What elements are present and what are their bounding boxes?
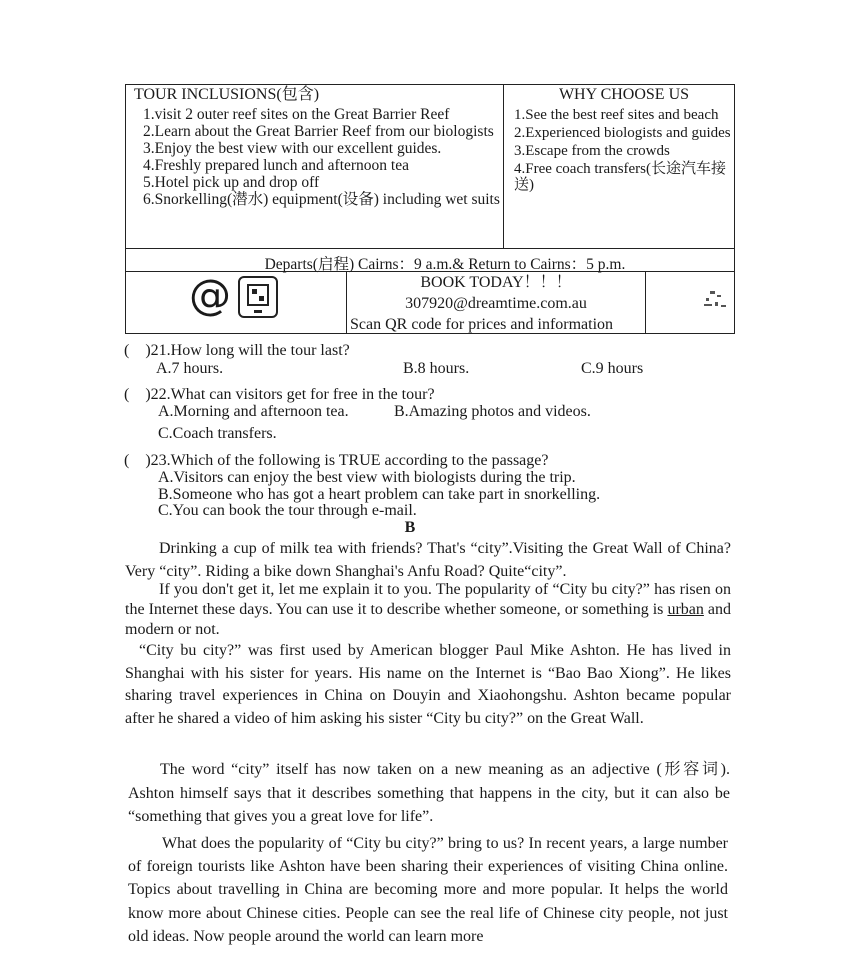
paragraph-2-end: and modern or not. (125, 601, 731, 638)
option-22-a: A.Morning and afternoon tea. (158, 403, 349, 420)
option-23-c: C.You can book the tour through e-mail. (158, 502, 417, 519)
inclusion-item: 5.Hotel pick up and drop off (143, 174, 320, 191)
question-21: ( )21.How long will the tour last? (124, 342, 350, 359)
qr-icon (247, 284, 269, 306)
why-title: WHY CHOOSE US (558, 86, 690, 103)
option-21-b: B.8 hours. (403, 360, 470, 377)
column-divider (645, 271, 646, 333)
tour-inclusions (134, 87, 504, 209)
why-item: 2.Experienced biologists and guides (514, 125, 731, 141)
paragraph-2-text: If you don't get it, let me explain it to you. The popularity of “City bu city?” has risen on the Internet these days. You can use it to describe whether someone, or something is (125, 581, 731, 618)
passage-paragraph-1: Drinking a cup of milk tea with friends? That's “city”.Visiting the Great Wall of China? Very “city”. Riding a bike down Shanghai's Anfu Road? Quite“city”. (125, 540, 731, 580)
passage-paragraph-5: What does the popularity of “City bu city?” bring to us? In recent years, a large number of foreign tourists like Ashton have been sharing their experiences of visiting China online. Topics about travelling in China are becoming more and more popular. It helps the world know more about Chinese cities. People can see the real life of Chinese city people, not just old ideas. Now people around the world can learn more (128, 835, 728, 945)
book-today-label: BOOK TODAY！！！ (420, 274, 572, 291)
inclusion-item: 3.Enjoy the best view with our excellent guides. (143, 140, 442, 157)
tour-advertisement (125, 84, 735, 334)
departure-info: Departs(启程) Cairns：9 a.m.& Return to Cairns：5 p.m. (264, 256, 626, 273)
at-icon: @ (189, 270, 231, 319)
section-label: B (404, 519, 416, 536)
option-22-c: C.Coach transfers. (158, 425, 277, 442)
option-21-a: A.7 hours. (156, 360, 224, 377)
inclusion-item: 6.Snorkelling(潜水) equipment(设备) including wet suits (143, 191, 500, 208)
column-divider (346, 271, 347, 333)
inclusion-item: 1.visit 2 outer reef sites on the Great Barrier Reef (143, 106, 450, 123)
row-divider (126, 248, 734, 249)
question-23: ( )23.Which of the following is TRUE according to the passage? (124, 452, 549, 469)
scan-qr-text: Scan QR code for prices and information (350, 316, 614, 333)
why-choose-us (514, 87, 734, 195)
option-21-c: C.9 hours (581, 360, 644, 377)
option-23-a: A.Visitors can enjoy the best view with biologists during the trip. (158, 469, 576, 486)
option-22-b: B.Amazing photos and videos. (394, 403, 591, 420)
passage-paragraph-4: The word “city” itself has now taken on a new meaning as an adjective (形容词). Ashton himself says that it describes something that happens in the city, but it can also be “something that gives you a great love for life”. (128, 761, 730, 825)
underlined-word: urban (667, 601, 704, 618)
option-23-b: B.Someone who has got a heart problem can take part in snorkelling. (158, 486, 601, 503)
passage-paragraph-2 (125, 580, 731, 640)
why-item: 3.Escape from the crowds (514, 143, 670, 159)
booking-info (348, 272, 644, 335)
email-link[interactable]: 307920@dreamtime.com.au (405, 295, 587, 312)
phone-button-icon (254, 310, 262, 313)
qr-code-image (702, 289, 728, 311)
inclusions-title: TOUR INCLUSIONS(包含) (134, 86, 320, 103)
passage-paragraph-3: “City bu city?” was first used by American blogger Paul Mike Ashton. He has lived in Shanghai with his sister for years. His name on the Internet is “Bao Bao Xiong”. He likes sharing travel experiences in China on Douyin and Xiaohongshu. Ashton became popular after he shared a video of him asking his sister “City bu city?” on the Great Wall. (125, 642, 731, 727)
why-item: 4.Free coach transfers(长途汽车接送) (514, 161, 727, 193)
phone-qr-icon (238, 276, 278, 318)
question-22: ( )22.What can visitors get for free in the tour? (124, 386, 435, 403)
why-item: 1.See the best reef sites and beach (514, 107, 719, 123)
inclusion-item: 4.Freshly prepared lunch and afternoon tea (143, 157, 409, 174)
inclusion-item: 2.Learn about the Great Barrier Reef from our biologists (143, 123, 494, 140)
